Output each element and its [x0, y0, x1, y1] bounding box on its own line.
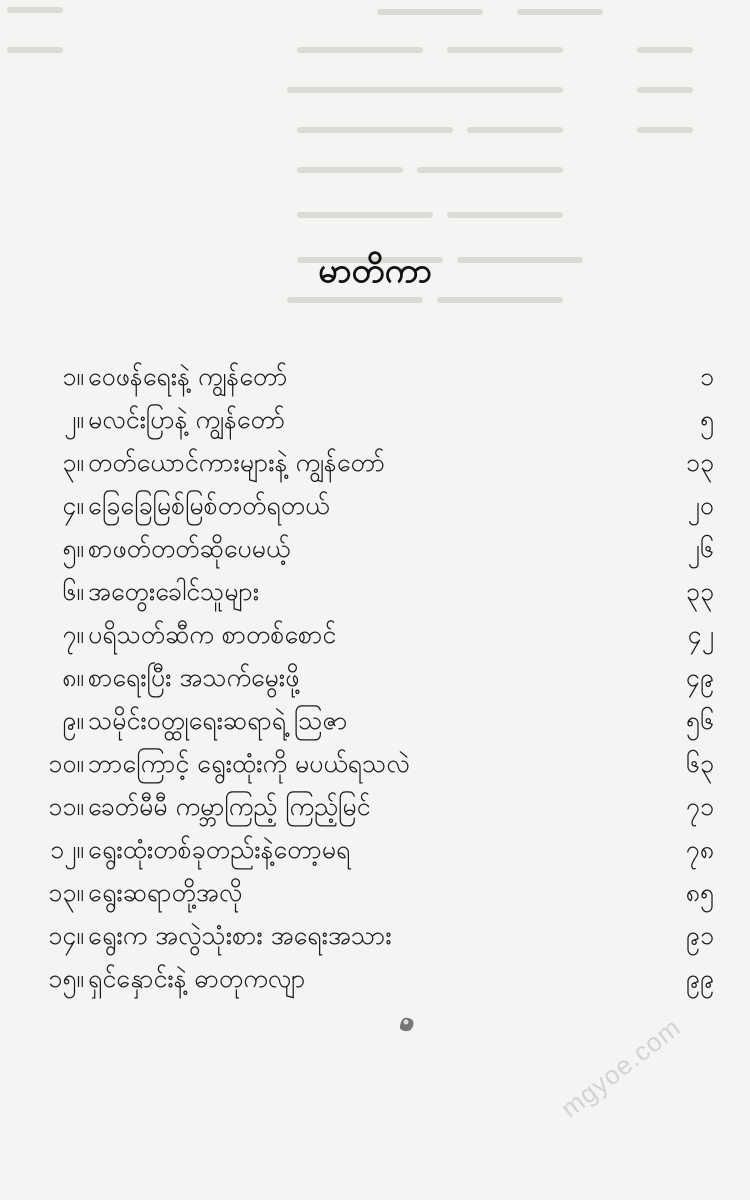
toc-number: ၄။ [62, 491, 84, 520]
toc-title: ခြေခြေမြစ်မြစ်တတ်ရတယ် [88, 491, 330, 520]
toc-number: ၉။ [62, 706, 84, 735]
toc-page: ၁၃ [685, 448, 714, 477]
toc-page: ၃၃ [685, 577, 714, 606]
toc-row[interactable] [0, 742, 750, 786]
toc-number: ၁၅။ [48, 964, 84, 993]
toc-page: ၅၆ [685, 706, 714, 735]
toc-number: ၁၀။ [48, 749, 84, 778]
toc-title: စာရေးပြီး အသက်မွေးဖို့ [88, 663, 300, 692]
toc-title: ပရိသတ်ဆီက စာတစ်စောင် [88, 620, 337, 649]
toc-page: ၂၆ [687, 534, 714, 563]
toc-number: ၅။ [62, 534, 84, 563]
toc-number: ၇။ [62, 620, 84, 649]
toc-number: ၈။ [62, 663, 84, 692]
toc-heading: မာတိကာ [318, 251, 432, 291]
toc-title: အတွေးခေါင်သူများ [88, 577, 260, 606]
toc-row[interactable] [0, 570, 750, 614]
toc-number: ၁၁။ [48, 792, 84, 821]
toc-title: ရွေးက အလွဲသုံးစား အရေးအသား [88, 921, 392, 950]
toc-page: ၈၅ [685, 878, 714, 907]
toc-row[interactable] [0, 656, 750, 700]
toc-title: ရှင်နှောင်းနဲ့ ဓာတုကလျာ [88, 964, 306, 993]
toc-row[interactable] [0, 613, 750, 657]
toc-number: ၁။ [62, 362, 84, 391]
toc-page: ၉၉ [685, 964, 714, 993]
site-watermark: mgyoe.com [555, 1011, 687, 1124]
toc-page: ၇၈ [685, 835, 714, 864]
toc-title: ဘာကြောင့် ရွေးထုံးကို မပယ်ရသလဲ [88, 749, 410, 778]
toc-page: ၁ [699, 362, 714, 391]
toc-row[interactable] [0, 441, 750, 485]
toc-title: တတ်ယောင်ကားများနဲ့ ကျွန်တော် [88, 448, 386, 477]
toc-row[interactable] [0, 957, 750, 1001]
toc-row[interactable] [0, 398, 750, 442]
toc-page: ၇၁ [685, 792, 714, 821]
toc-row[interactable] [0, 871, 750, 915]
toc-page: ၅ [699, 405, 714, 434]
toc-title: ရွေးထုံးတစ်ခုတည်းနဲ့တော့မရ [88, 835, 351, 864]
toc-number: ၃။ [62, 448, 84, 477]
toc-number: ၁၂။ [50, 835, 84, 864]
toc-title: မလင်းပြာနဲ့ ကျွန်တော် [88, 405, 286, 434]
toc-title: ခေတ်မီမီ ကမ္ဘာကြည့် ကြည့်မြင် [88, 792, 371, 821]
toc-number: ၂။ [64, 405, 84, 434]
toc-title: သမိုင်းဝတ္ထုရေးဆရာရဲ့ ဩဇာ [88, 706, 348, 735]
toc-number: ၁၃။ [48, 878, 84, 907]
toc-page: ၆၃ [685, 749, 714, 778]
toc-row[interactable] [0, 828, 750, 872]
ink-smudge-mark [396, 1012, 418, 1034]
toc-row[interactable] [0, 484, 750, 528]
toc-row[interactable] [0, 785, 750, 829]
toc-row[interactable] [0, 914, 750, 958]
toc-title: ရွေးဆရာတို့အလို [88, 878, 243, 907]
toc-title: စာဖတ်တတ်ဆိုပေမယ့် [88, 534, 291, 563]
toc-row[interactable] [0, 355, 750, 399]
toc-row[interactable] [0, 699, 750, 743]
toc-page: ၄၂ [687, 620, 714, 649]
toc-title: ဝေဖန်ရေးနဲ့ ကျွန်တော် [88, 362, 288, 391]
toc-row[interactable] [0, 527, 750, 571]
toc-page: ၂၀ [687, 491, 714, 520]
toc-number: ၁၄။ [48, 921, 84, 950]
toc-page: ၄၉ [685, 663, 714, 692]
toc-number: ၆။ [62, 577, 84, 606]
toc-page: ၉၁ [685, 921, 714, 950]
